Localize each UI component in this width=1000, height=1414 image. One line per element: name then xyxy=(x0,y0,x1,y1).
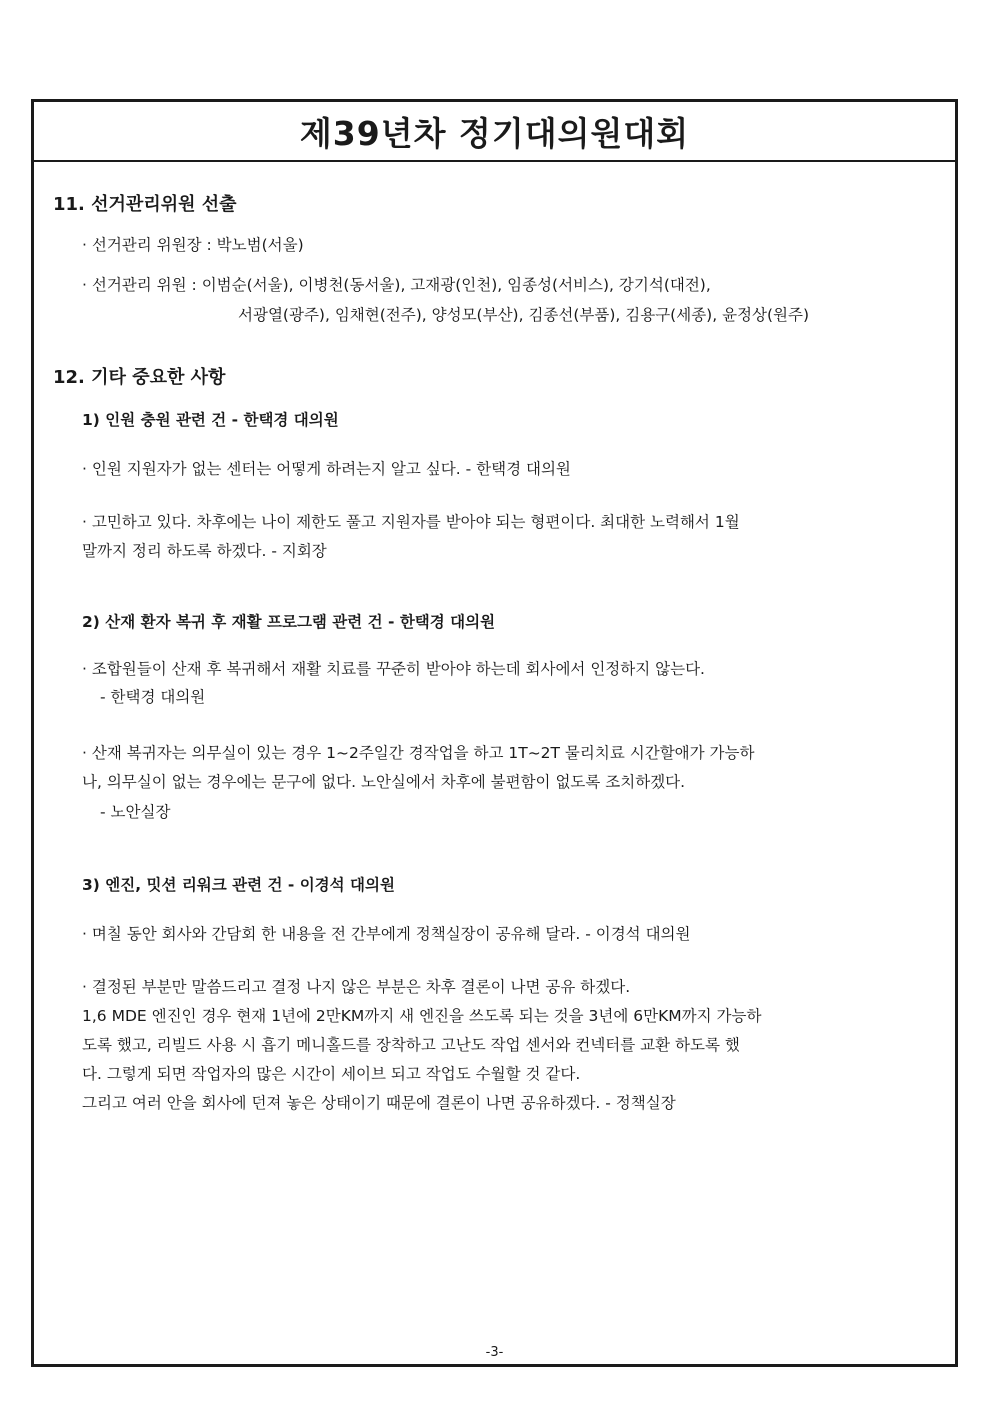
item-3-answer: · 결정된 부분만 말씀드리고 결정 나지 않은 부분은 차후 결론이 나면 공유 하겠다. xyxy=(82,978,631,996)
item-3-answer-line-3: 도록 했고, 리빌드 사용 시 흡기 메니홀드를 장착하고 고난도 작업 센서와 컨넥터를 교환 하도록 했 xyxy=(82,1036,740,1054)
section-11-heading: 11. 선거관리위원 선출 xyxy=(53,194,237,215)
document-frame xyxy=(31,99,958,1367)
section-12-heading: 12. 기타 중요한 사항 xyxy=(53,367,226,388)
item-2-question-speaker: - 한택경 대의원 xyxy=(100,688,206,706)
item-2-title: 2) 산재 환자 복귀 후 재활 프로그램 관련 건 - 한택경 대의원 xyxy=(82,613,496,631)
election-chair-line: · 선거관리 위원장 : 박노범(서울) xyxy=(82,236,304,254)
item-1-question: · 인원 지원자가 없는 센터는 어떻게 하려는지 알고 싶다. - 한택경 대의원 xyxy=(82,460,571,478)
item-2-answer: · 산재 복귀자는 의무실이 있는 경우 1~2주일간 경작업을 하고 1T~2T 물리치료 시간할애가 가능하 xyxy=(82,744,755,762)
item-3-title: 3) 엔진, 밋션 리워크 관련 건 - 이경석 대의원 xyxy=(82,876,395,894)
item-3-answer-line-2: 1,6 MDE 엔진인 경우 현재 1년에 2만KM까지 새 엔진을 쓰도록 되는 것을 3년에 6만KM까지 가능하 xyxy=(82,1007,762,1025)
election-members-line-cont: 서광열(광주), 임채현(전주), 양성모(부산), 김종선(부품), 김용구(세종), 윤정상(원주) xyxy=(238,306,810,324)
item-1-answer-cont: 말까지 정리 하도록 하겠다. - 지회장 xyxy=(82,542,327,560)
item-2-answer-speaker: - 노안실장 xyxy=(100,803,171,821)
item-2-question: · 조합원들이 산재 후 복귀해서 재활 치료를 꾸준히 받아야 하는데 회사에서 인정하지 않는다. xyxy=(82,660,705,678)
item-3-answer-line-4: 다. 그렇게 되면 작업자의 많은 시간이 세이브 되고 작업도 수월할 것 같다. xyxy=(82,1065,581,1083)
title-bar xyxy=(34,102,955,162)
item-3-question: · 며칠 동안 회사와 간담회 한 내용을 전 간부에게 정책실장이 공유해 달라. - 이경석 대의원 xyxy=(82,925,691,943)
item-1-title: 1) 인원 충원 관련 건 - 한택경 대의원 xyxy=(82,411,339,429)
item-1-answer: · 고민하고 있다. 차후에는 나이 제한도 풀고 지원자를 받아야 되는 형편이다. 최대한 노력해서 1월 xyxy=(82,513,740,531)
document-title: 제39년차 정기대의원대회 xyxy=(299,113,690,153)
item-2-answer-cont: 나, 의무실이 없는 경우에는 문구에 없다. 노안실에서 차후에 불편함이 없도록 조치하겠다. xyxy=(82,773,686,791)
item-3-answer-line-5: 그리고 여러 안을 회사에 던져 놓은 상태이기 때문에 결론이 나면 공유하겠다. - 정책실장 xyxy=(82,1094,676,1112)
page-number: -3- xyxy=(485,1345,504,1360)
election-members-line: · 선거관리 위원 : 이범순(서울), 이병천(동서울), 고재광(인천), 임종성(서비스), 강기석(대전), xyxy=(82,276,711,294)
